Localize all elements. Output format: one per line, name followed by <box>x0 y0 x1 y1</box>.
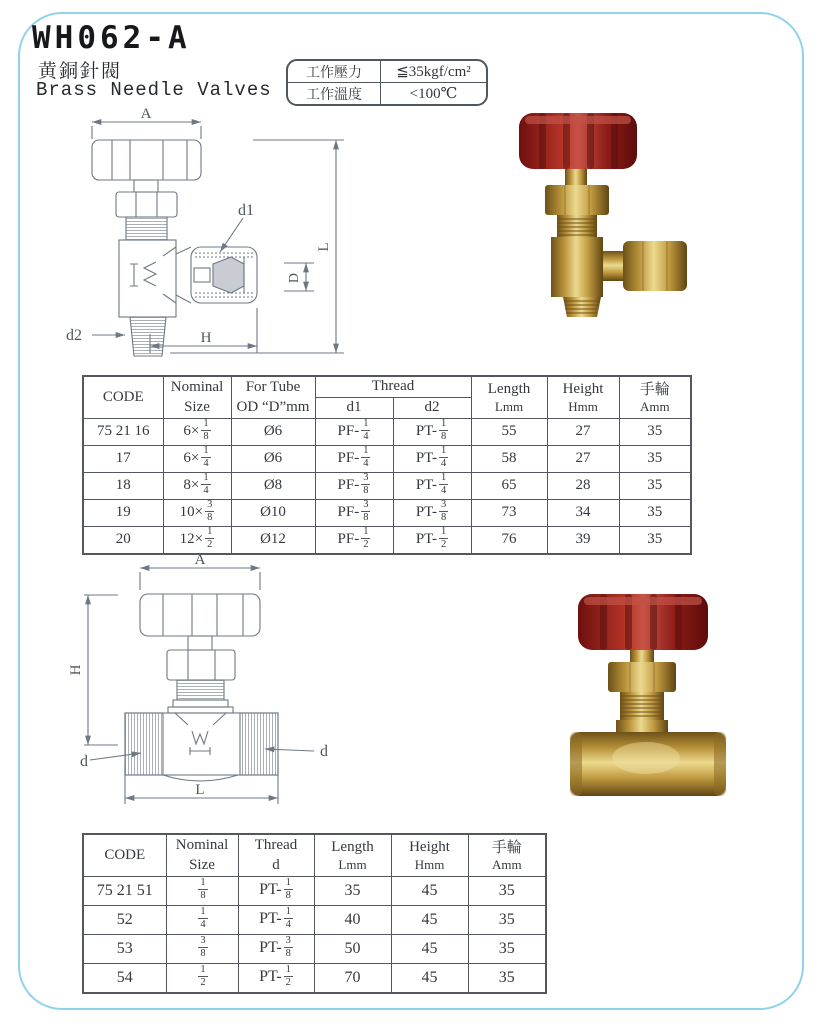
wheel-cell: 35 <box>619 445 691 472</box>
length-cell: 40 <box>314 905 391 934</box>
stem-outline <box>188 636 212 650</box>
valve-stem <box>630 650 654 662</box>
col-thread-d1: d1 <box>315 397 393 418</box>
d1-cell: PF- $\frac{3}{8}$ <box>315 499 393 526</box>
valve-body-outline <box>125 707 278 781</box>
col-handwheel: 手輪 Amm <box>468 834 546 876</box>
straight-valve-table <box>82 833 547 994</box>
spec-table <box>286 59 488 106</box>
threaded-bonnet-outline <box>126 217 167 240</box>
d1-cell: PF- $\frac{1}{4}$ <box>315 418 393 445</box>
table-row <box>83 526 691 554</box>
thread-cell: PT- $\frac{1}{4}$ <box>238 905 314 934</box>
body-boss <box>616 720 668 734</box>
side-arm <box>603 251 623 281</box>
spec-value: <100℃ <box>409 86 458 102</box>
code-cell: 54 <box>83 963 166 993</box>
dim-a <box>92 122 201 139</box>
hex-nut <box>608 662 676 692</box>
col-code: CODE <box>83 834 166 876</box>
length-cell: 55 <box>471 418 547 445</box>
code-cell: 75 21 51 <box>83 876 166 905</box>
length-cell: 35 <box>314 876 391 905</box>
table-row <box>83 934 546 963</box>
d2-cell: PT- $\frac{3}{8}$ <box>393 499 471 526</box>
height-cell: 28 <box>547 472 619 499</box>
wheel-cell: 35 <box>468 876 546 905</box>
nominal-cell: $\frac{3}{8}$ <box>166 934 238 963</box>
spec-row-temperature <box>288 83 486 105</box>
dim-h <box>84 595 118 745</box>
tube-cell: Ø6 <box>231 445 315 472</box>
col-height: Height Hmm <box>391 834 468 876</box>
col-thread-d2: d2 <box>393 397 471 418</box>
compression-fitting-outline <box>191 247 257 303</box>
wheel-cell: 35 <box>619 499 691 526</box>
nominal-cell: 6× $\frac{1}{4}$ <box>163 445 231 472</box>
length-cell: 65 <box>471 472 547 499</box>
dim-label-d: D <box>287 272 302 284</box>
col-thread: Thread d <box>238 834 314 876</box>
valve-body-outline <box>119 240 191 317</box>
straight-valve-photo <box>568 592 730 796</box>
d2-cell: PT- $\frac{1}{2}$ <box>393 526 471 554</box>
wheel-cell: 35 <box>468 905 546 934</box>
wheel-cell: 35 <box>468 934 546 963</box>
nominal-cell: $\frac{1}{8}$ <box>166 876 238 905</box>
dim-label-a: A <box>140 106 152 122</box>
page-title: WH062-A <box>32 20 191 56</box>
d2-cell: PT- $\frac{1}{4}$ <box>393 472 471 499</box>
spec-label: 工作壓力 <box>288 61 381 83</box>
table-header-row <box>83 376 691 397</box>
tube-cell: Ø8 <box>231 472 315 499</box>
d1-cell: PF- $\frac{3}{8}$ <box>315 472 393 499</box>
dim-label-d1: d1 <box>238 202 254 219</box>
length-cell: 73 <box>471 499 547 526</box>
dim-label-a: A <box>194 553 206 568</box>
code-cell: 53 <box>83 934 166 963</box>
stem-outline <box>134 180 158 192</box>
spec-value: ≦35kgf/cm² <box>381 61 487 83</box>
col-handwheel: 手輪 Amm <box>619 376 691 418</box>
nominal-cell: $\frac{1}{4}$ <box>166 905 238 934</box>
valve-handle-outline <box>140 594 260 636</box>
code-cell: 17 <box>83 445 163 472</box>
height-cell: 45 <box>391 934 468 963</box>
dim-label-l: L <box>195 782 205 798</box>
red-handwheel <box>519 113 637 169</box>
length-cell: 70 <box>314 963 391 993</box>
valve-stem <box>565 169 587 187</box>
height-cell: 34 <box>547 499 619 526</box>
dim-a <box>140 568 260 590</box>
table-row <box>83 905 546 934</box>
nominal-cell: 12× $\frac{1}{2}$ <box>163 526 231 554</box>
thread-cell: PT- $\frac{1}{8}$ <box>238 876 314 905</box>
spec-label: 工作溫度 <box>288 83 381 105</box>
tube-cell: Ø6 <box>231 418 315 445</box>
dim-label-d-left: d <box>80 753 88 770</box>
wheel-cell: 35 <box>468 963 546 993</box>
col-nominal-size: Nominal Size <box>166 834 238 876</box>
straight-valve-drawing <box>58 553 350 815</box>
angle-valve-drawing <box>48 106 370 372</box>
length-cell: 50 <box>314 934 391 963</box>
bonnet-flange-outline <box>173 700 228 707</box>
code-cell: 75 21 16 <box>83 418 163 445</box>
dim-label-h: H <box>68 664 84 676</box>
col-height: Height Hmm <box>547 376 619 418</box>
code-cell: 52 <box>83 905 166 934</box>
code-cell: 18 <box>83 472 163 499</box>
height-cell: 45 <box>391 876 468 905</box>
compression-nut <box>623 241 687 291</box>
nominal-cell: 6× $\frac{1}{8}$ <box>163 418 231 445</box>
d2-cell: PT- $\frac{1}{4}$ <box>393 445 471 472</box>
hex-nut <box>545 185 609 215</box>
length-cell: 76 <box>471 526 547 554</box>
spec-row-pressure <box>288 61 486 83</box>
dim-label-l: L <box>316 242 332 252</box>
col-length: Length Lmm <box>471 376 547 418</box>
table-row <box>83 445 691 472</box>
nominal-cell: $\frac{1}{2}$ <box>166 963 238 993</box>
col-length: Length Lmm <box>314 834 391 876</box>
nominal-cell: 8× $\frac{1}{4}$ <box>163 472 231 499</box>
tube-cell: Ø12 <box>231 526 315 554</box>
angle-valve-table <box>82 375 692 555</box>
table-row <box>83 876 546 905</box>
title-chinese: 黄銅針閥 <box>38 60 123 82</box>
male-thread-port <box>563 297 601 317</box>
table-row <box>83 418 691 445</box>
thread-cell: PT- $\frac{1}{2}$ <box>238 963 314 993</box>
height-cell: 45 <box>391 905 468 934</box>
nominal-cell: 10× $\frac{3}{8}$ <box>163 499 231 526</box>
wheel-cell: 35 <box>619 472 691 499</box>
threaded-bonnet <box>557 215 597 237</box>
d1-cell: PF- $\frac{1}{4}$ <box>315 445 393 472</box>
table-header-row <box>83 834 546 876</box>
angle-valve-photo <box>519 109 691 317</box>
wheel-cell: 35 <box>619 526 691 554</box>
red-handwheel <box>578 594 708 650</box>
height-cell: 27 <box>547 445 619 472</box>
code-cell: 20 <box>83 526 163 554</box>
title-english: Brass Needle Valves <box>36 79 272 101</box>
col-thread: Thread <box>315 376 471 397</box>
hex-nut-outline <box>167 650 235 680</box>
height-cell: 27 <box>547 418 619 445</box>
height-cell: 39 <box>547 526 619 554</box>
dim-label-d2: d2 <box>66 327 82 344</box>
valve-body <box>551 237 603 297</box>
dim-label-d-right: d <box>320 743 328 760</box>
dim-label-h: H <box>200 330 212 346</box>
threaded-bonnet <box>620 692 664 722</box>
col-nominal-size: Nominal Size <box>163 376 231 418</box>
table-row <box>83 499 691 526</box>
col-for-tube: For Tube OD “D”mm <box>231 376 315 418</box>
col-code: CODE <box>83 376 163 418</box>
table-row <box>83 963 546 993</box>
thread-cell: PT- $\frac{3}{8}$ <box>238 934 314 963</box>
hex-nut-outline <box>116 192 177 217</box>
bottom-port-outline <box>130 317 166 356</box>
table-row <box>83 472 691 499</box>
code-cell: 19 <box>83 499 163 526</box>
wheel-cell: 35 <box>619 418 691 445</box>
d2-cell: PT- $\frac{1}{8}$ <box>393 418 471 445</box>
length-cell: 58 <box>471 445 547 472</box>
tube-cell: Ø10 <box>231 499 315 526</box>
threaded-bonnet-outline <box>177 680 224 700</box>
d1-cell: PF- $\frac{1}{2}$ <box>315 526 393 554</box>
height-cell: 45 <box>391 963 468 993</box>
t-body <box>570 732 726 796</box>
valve-handle-outline <box>92 140 201 180</box>
